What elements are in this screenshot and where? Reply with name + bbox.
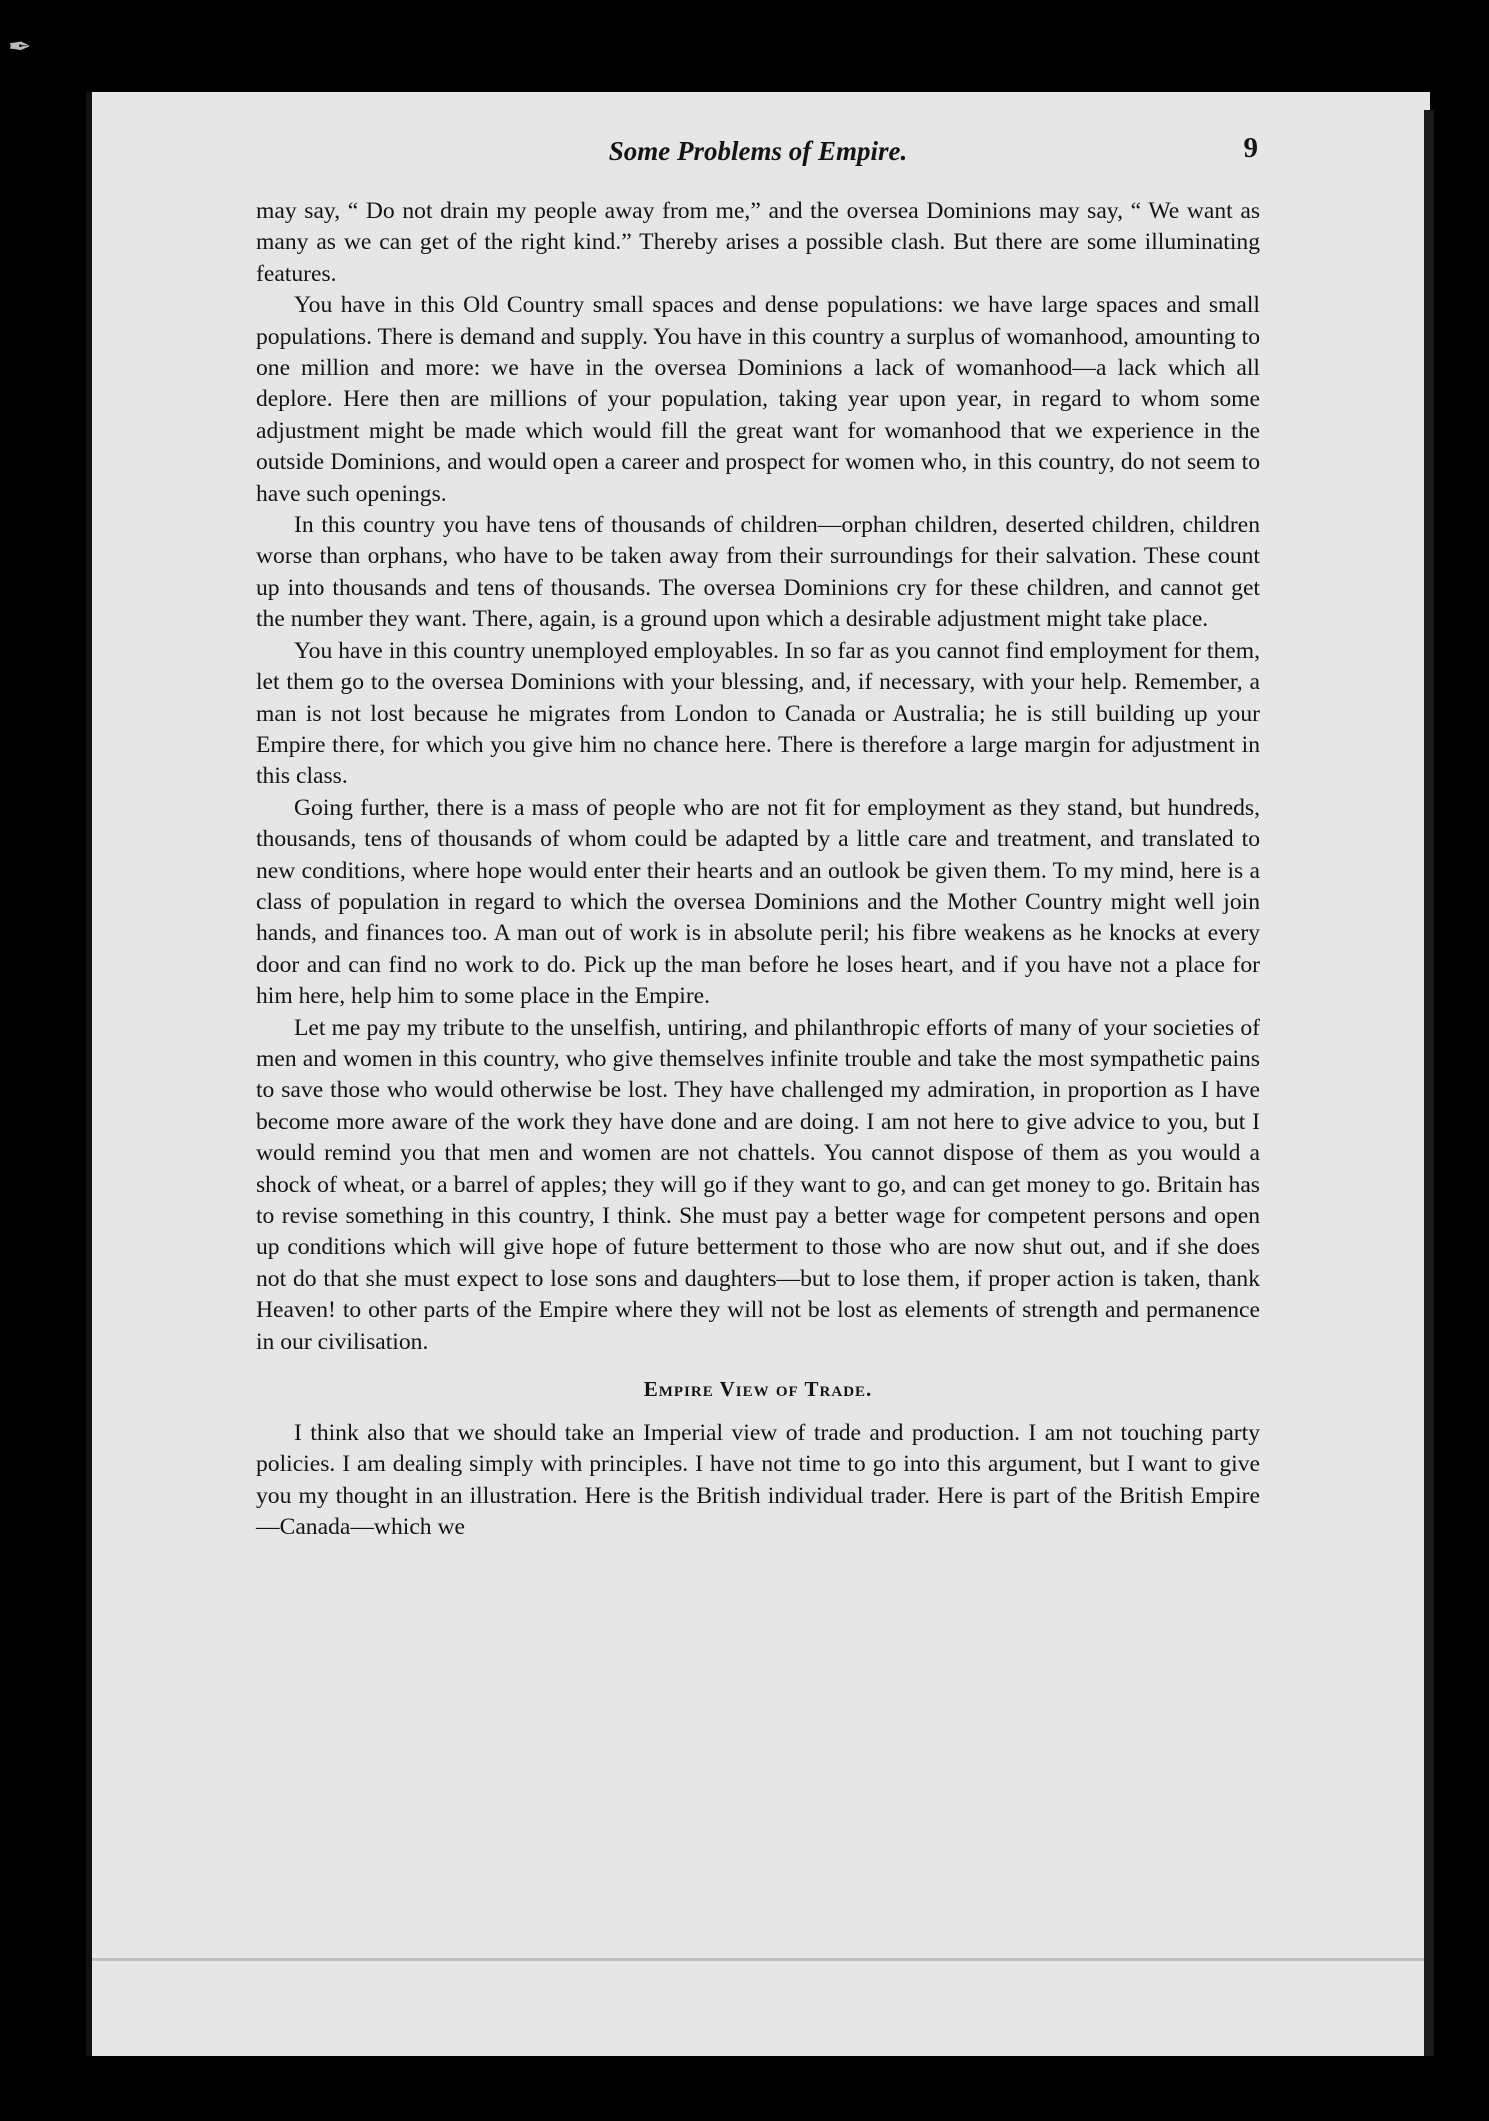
paragraph: may say, “ Do not drain my people away from me,” and the oversea Dominions may say, “ We want as many as we can get of the right kind.” Thereby arises a possible clash. But there are some illuminating features. — [256, 198, 1260, 287]
paragraph: In this country you have tens of thousands of children—orphan children, deserted children, children worse than orphans, who have to be taken away from their surroundings for their salvation. These count up into thousands and tens of thousands. The oversea Dominions cry for these children, and cannot get the number they want. There, again, is a ground upon which a desirable adjustment might take place. — [256, 512, 1260, 633]
section-heading: Empire View of Trade. — [643, 1377, 873, 1402]
paragraph: You have in this country unemployed employables. In so far as you cannot find employment for them, let them go to the oversea Dominions with your blessing, and, if necessary, with your help. Remember, a man is not lost because he migrates from London to Canada or Australia; he is still building up your Empire there, for which you give him no chance here. There is therefore a large margin for adjustment in this class. — [256, 637, 1260, 790]
running-title: Some Problems of Empire. — [608, 136, 908, 166]
running-head — [256, 132, 1260, 196]
page-right-edge — [1424, 110, 1434, 2056]
page-content — [256, 132, 1260, 1544]
page-bottom-edge — [92, 1958, 1430, 1961]
page-number: 9 — [1243, 132, 1258, 164]
scan-mark: ✒ — [8, 30, 32, 63]
paragraph: Going further, there is a mass of people who are not fit for employment as they stand, but hundreds, thousands, tens of thousands of whom could be adapted by a little care and treatment, and translated to new conditions, where hope would enter their hearts and an outlook be given them. To my mind, here is a class of population in regard to which the oversea Dominions and the Mother Country might well join hands, and finances too. A man out of work is in absolute peril; his fibre weakens as he knocks at every door and can find no work to do. Pick up the man before he loses heart, and if you have not a place for him here, help him to some place in the Empire. — [256, 794, 1260, 1010]
book-page — [86, 92, 1430, 2056]
paragraph: Let me pay my tribute to the unselfish, untiring, and philanthropic efforts of many of your societies of men and women in this country, who give themselves infinite trouble and take the most sympathetic pains to save those who would otherwise be lost. They have challenged my admiration, in proportion as I have become more aware of the work they have done and are doing. I am not here to give advice to you, but I would remind you that men and women are not chattels. You cannot dispose of them as you would a shock of wheat, or a barrel of apples; they will go if they want to go, and can get money to go. Britain has to revise something in this country, I think. She must pay a better wage for competent persons and open up conditions which will give hope of future betterment to those who are now shut out, and if she does not do that she must expect to lose sons and daughters—but to lose them, if proper action is taken, thank Heaven! to other parts of the Empire where they will not be lost as elements of strength and permanence in our civilisation. — [256, 1014, 1260, 1355]
paragraph: I think also that we should take an Imperial view of trade and production. I am not touching party policies. I am dealing simply with principles. I have not time to go into this argument, but I want to give you my thought in an illustration. Here is the British individual trader. Here is part of the British Empire—Canada—which we — [256, 1420, 1260, 1541]
paragraph: You have in this Old Country small spaces and dense populations: we have large spaces and small populations. There is demand and supply. You have in this country a surplus of womanhood, amounting to one million and more: we have in the oversea Dominions a lack of womanhood—a lack which all deplore. Here then are millions of your population, taking year upon year, in regard to whom some adjustment might be made which would fill the great want for womanhood that we experience in the outside Dominions, and would open a career and prospect for women who, in this country, do not seem to have such openings. — [256, 292, 1260, 507]
